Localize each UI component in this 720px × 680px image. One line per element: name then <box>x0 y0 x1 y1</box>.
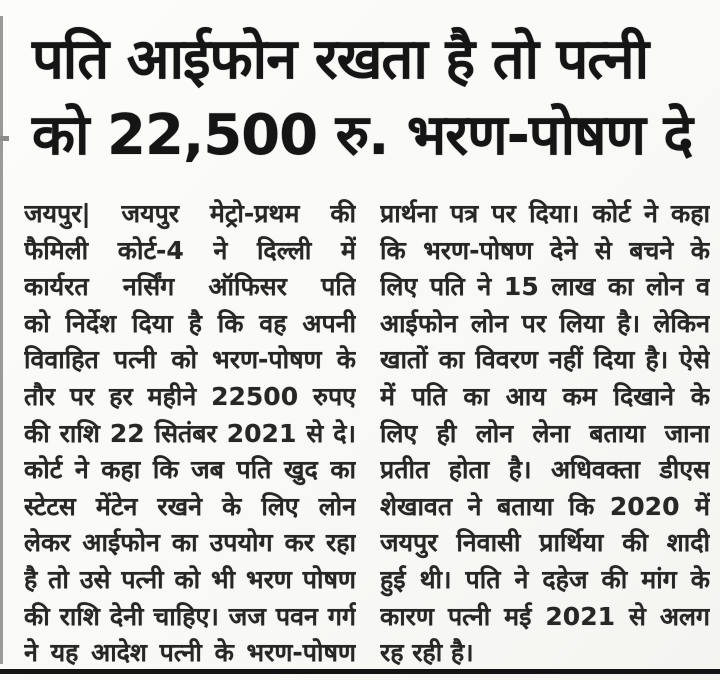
text-line: कि भरण-पोषण देने से बचने के <box>380 235 710 265</box>
right-column-lines <box>380 196 710 672</box>
text-line: में पति का आय कम दिखाने के <box>380 381 710 411</box>
text-line: कार्यरत नर्सिंग ऑफिसर पति <box>24 272 356 302</box>
text-line: स्टेटस मेंटेन रखने के लिए लोन <box>24 491 356 521</box>
left-column-rule <box>0 16 3 664</box>
text-line: कारण पत्नी मई 2021 से अलग <box>380 601 710 631</box>
left-rule-tick <box>0 136 9 141</box>
text-line: कोर्ट ने कहा कि जब पति खुद का <box>24 455 356 485</box>
text-line: लिए पति ने 15 लाख का लोन व <box>380 272 710 302</box>
text-line: प्रार्थना पत्र पर दिया। कोर्ट ने कहा <box>380 199 710 228</box>
text-line: खातों का विवरण नहीं दिया है। ऐसे <box>380 345 710 375</box>
bottom-rule <box>0 669 720 674</box>
text-line: प्रतीत होता है। अधिवक्ता डीएस <box>380 455 710 485</box>
text-line: तौर पर हर महीने 22500 रुपए <box>24 381 356 411</box>
dateline-rest: जयपुर मेट्रो-प्रथम की <box>121 199 356 228</box>
text-line: फैमिली कोर्ट-4 ने दिल्ली में <box>24 235 356 265</box>
text-line: शेखावत ने बताया कि 2020 में <box>380 491 710 521</box>
text-line: आईफोन लोन पर लिया है। लेकिन <box>380 308 710 338</box>
text-line: लिए ही लोन लेना बताया जाना <box>380 418 710 448</box>
article-column-right <box>380 196 710 674</box>
text-line: लेकर आईफोन का उपयोग कर रहा <box>24 528 356 558</box>
text-line: जयपुर निवासी प्रार्थिया की शादी <box>380 528 710 558</box>
text-line-dateline <box>24 196 356 233</box>
text-line: हुई थी। पति ने दहेज की मांग के <box>380 564 710 594</box>
text-line: की राशि देनी चाहिए। जज पवन गर्ग <box>24 601 356 631</box>
text-line: विवाहित पत्नी को भरण-पोषण के <box>24 345 356 375</box>
left-column-lines <box>24 233 356 672</box>
text-line: को निर्देश दिया है कि वह अपनी <box>24 308 356 338</box>
text-line: की राशि 22 सितंबर 2021 से दे। <box>24 418 356 448</box>
dateline: जयपुर| <box>24 199 91 228</box>
article-column-left <box>24 196 356 674</box>
text-line: रह रही है। <box>380 638 474 668</box>
text-line: है तो उसे पत्नी को भी भरण पोषण <box>24 564 356 594</box>
headline-line-2: को 22,500 रु. भरण-पोषण दे <box>32 103 693 168</box>
headline-line-1: पति आईफोन रखता है तो पत्नी <box>32 27 649 92</box>
text-line: ने यह आदेश पत्नी के भरण-पोषण <box>24 638 356 668</box>
headline <box>32 22 708 174</box>
